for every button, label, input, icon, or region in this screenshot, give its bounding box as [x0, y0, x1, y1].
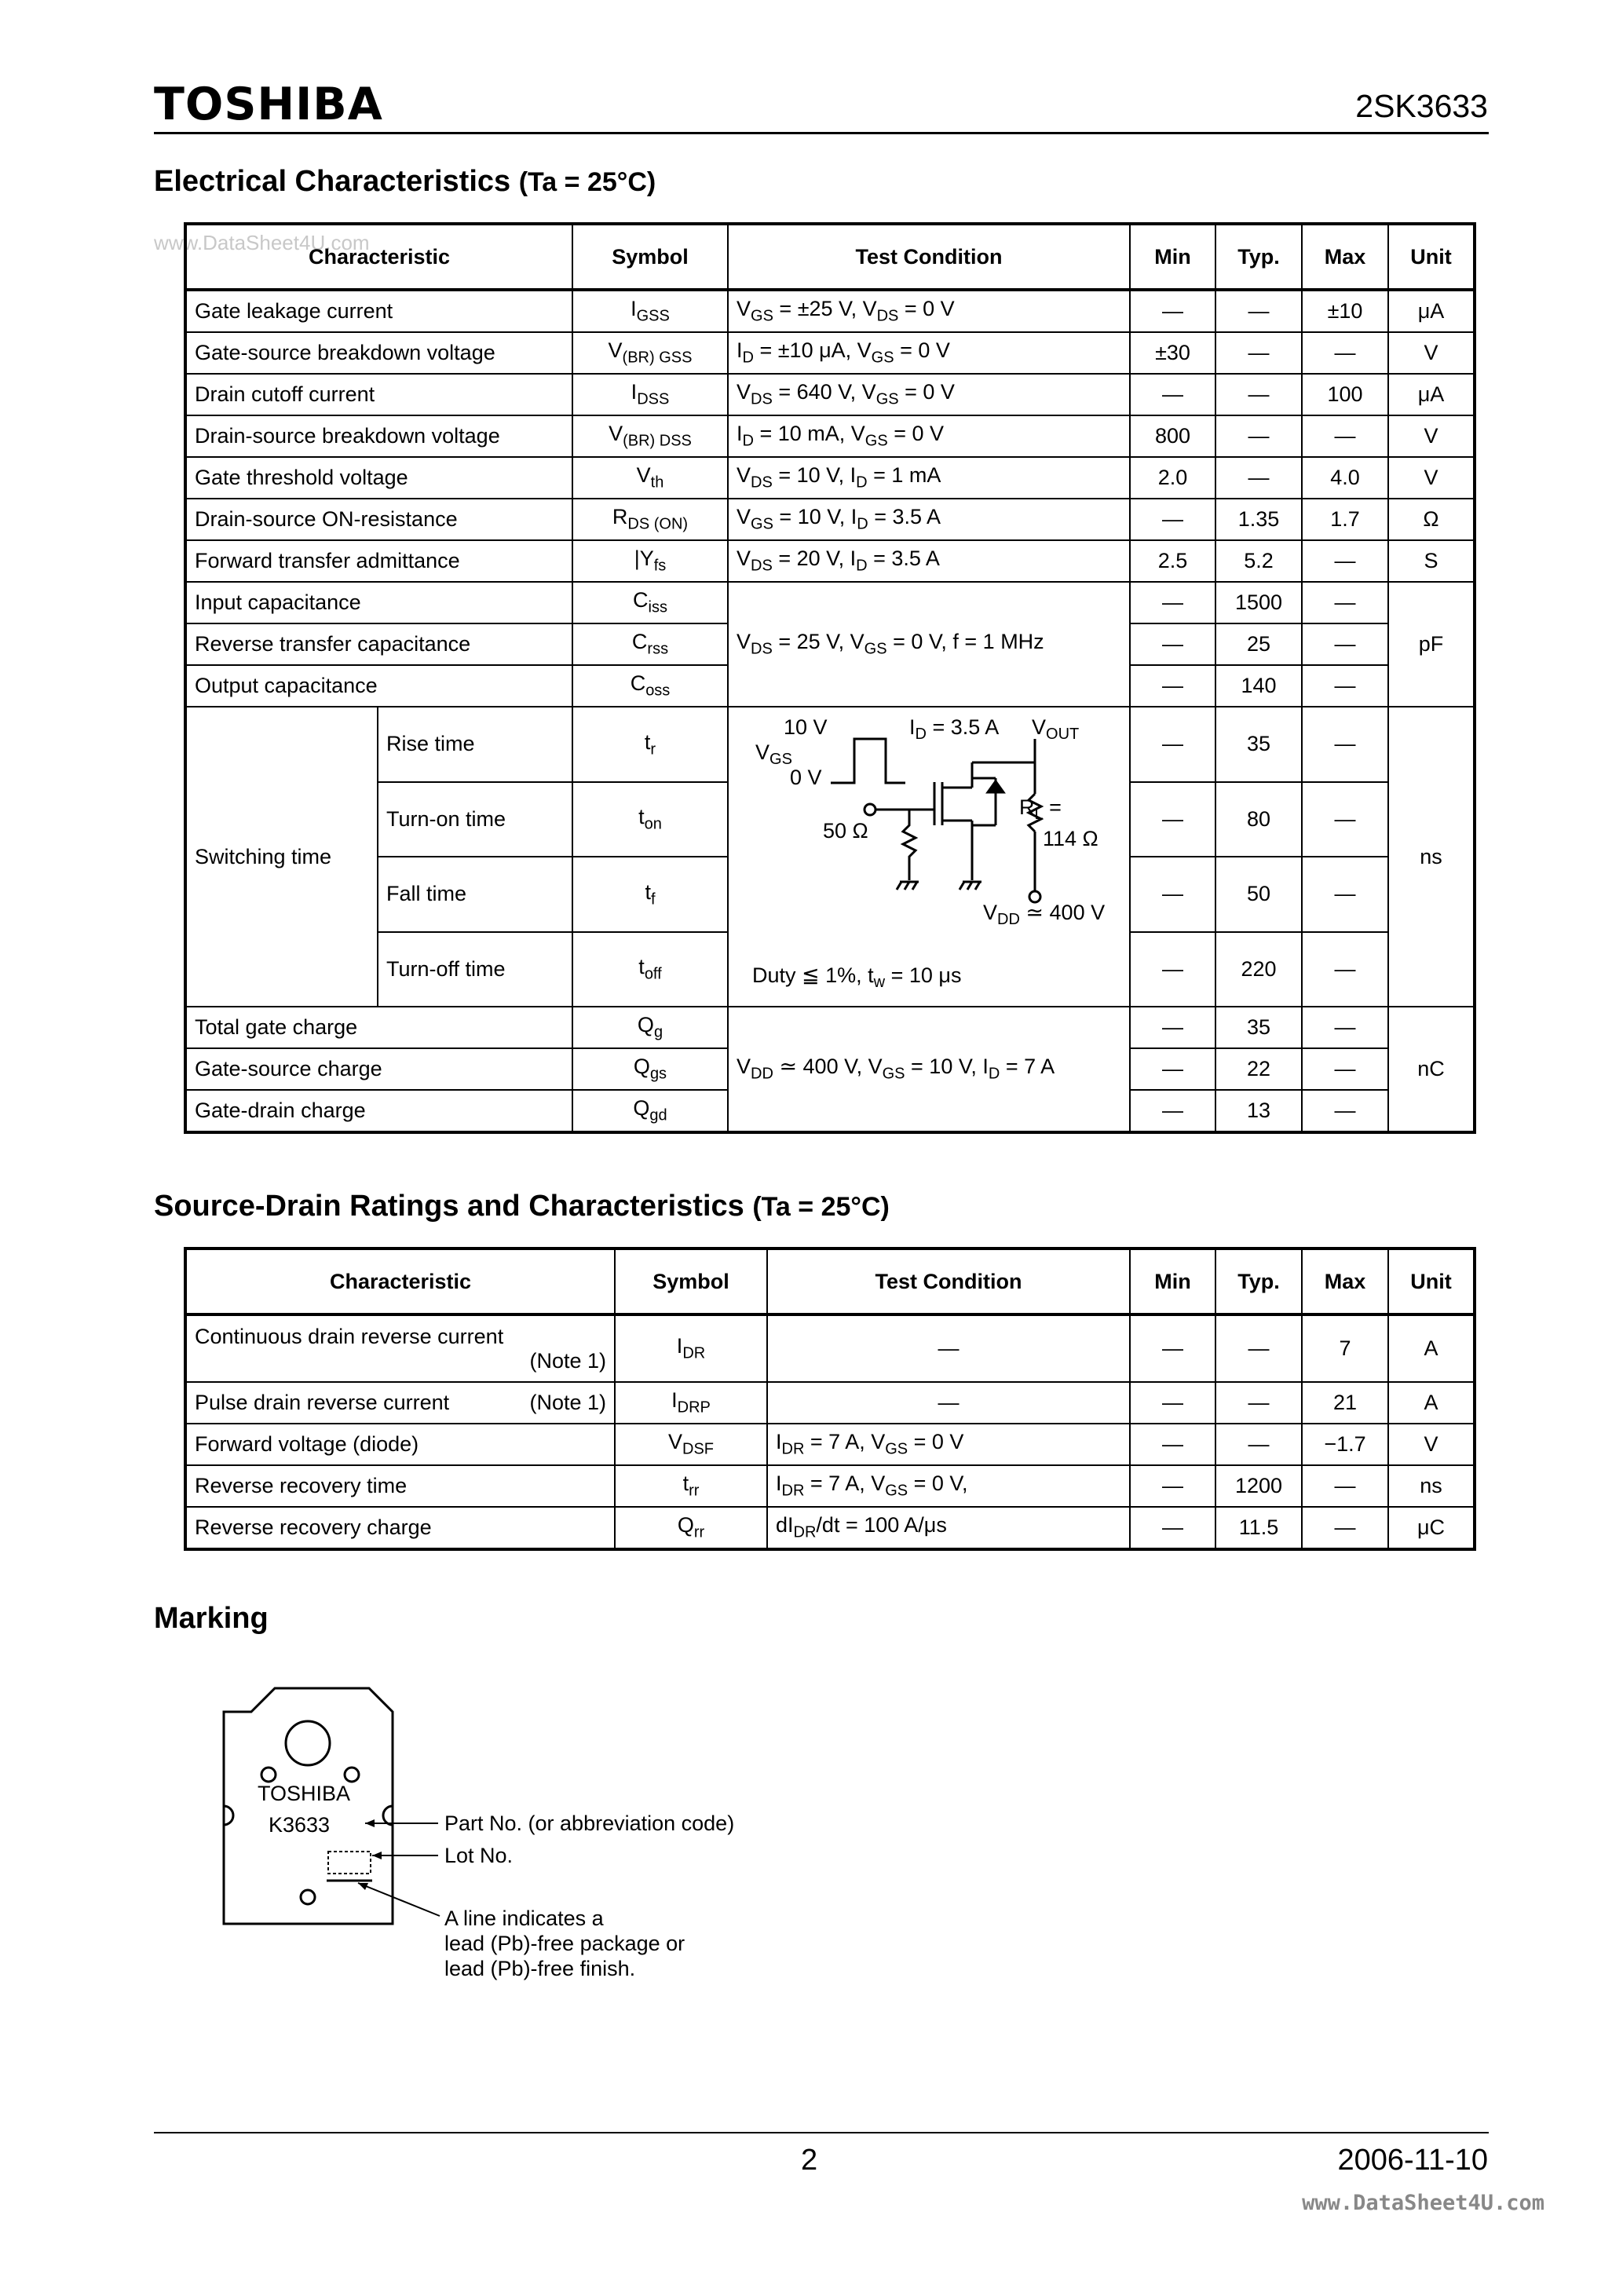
footer-url: www.DataSheet4U.com	[1302, 2191, 1544, 2215]
cell-min: —	[1130, 1048, 1215, 1090]
cell-characteristic: Gate-drain charge	[185, 1090, 572, 1132]
cell-unit: μC	[1388, 1507, 1475, 1549]
cell-min: —	[1130, 707, 1215, 782]
sd-header-max: Max	[1302, 1249, 1388, 1314]
cell-typ: 13	[1215, 1090, 1302, 1132]
cell-min: —	[1130, 374, 1215, 415]
cell-symbol: $V_{DSF}$	[615, 1424, 767, 1465]
lot-box	[328, 1852, 371, 1874]
table-row	[185, 540, 1475, 582]
header-symbol: Symbol	[572, 224, 728, 290]
switching-test-circuit	[729, 707, 1121, 1006]
cell-test-condition: —	[767, 1314, 1130, 1382]
cell-characteristic: Reverse recovery time	[185, 1465, 615, 1507]
part-number: 2SK3633	[1355, 88, 1488, 124]
cell-characteristic: Pulse drain reverse current (Note 1)	[185, 1382, 615, 1424]
source-drain-title-text: Source-Drain Ratings and Characteristics	[154, 1190, 744, 1223]
source-drain-title-condition: (Ta = 25°C)	[752, 1192, 890, 1222]
cell-test-condition: $V_{DS} = 20$ V, $I_D = 3.5$ A	[728, 540, 1130, 582]
cell-typ: 35	[1215, 1007, 1302, 1048]
table-row	[185, 1007, 1475, 1048]
footer-rule	[154, 2132, 1489, 2133]
marking-diagram	[212, 1680, 840, 1994]
cell-max: —	[1302, 1465, 1388, 1507]
cell-max: 4.0	[1302, 457, 1388, 499]
svg-text:VOUT: $V_{OUT}$	[1032, 715, 1080, 743]
sd-header-symbol: Symbol	[615, 1249, 767, 1314]
cell-characteristic: Fall time	[378, 857, 572, 932]
cell-test-condition: $V_{GS} = 10$ V, $I_D = 3.5$ A	[728, 499, 1130, 540]
table-row	[185, 1314, 1475, 1382]
cell-typ: —	[1215, 1424, 1302, 1465]
cell-switching-label: Switching time	[185, 707, 378, 1007]
cell-unit: V	[1388, 1424, 1475, 1465]
cell-max: —	[1302, 332, 1388, 374]
cell-characteristic: Reverse transfer capacitance	[185, 623, 572, 665]
label-pb-line1: A line indicates a	[444, 1907, 604, 1930]
leader-lot-arrow	[372, 1852, 382, 1859]
header-unit: Unit	[1388, 224, 1475, 290]
svg-text:VDD ≃ 400 V: $V_{DD}$ ≃ 400 V	[983, 901, 1106, 928]
cell-typ: 22	[1215, 1048, 1302, 1090]
electrical-title-text: Electrical Characteristics	[154, 165, 511, 198]
cell-min: —	[1130, 1424, 1215, 1465]
electrical-header-row	[185, 224, 1475, 290]
cell-typ: 80	[1215, 782, 1302, 857]
cell-symbol: $t_f$	[572, 857, 728, 932]
page-number: 2	[801, 2144, 818, 2177]
cell-test-condition: $I_{DR} = 7$ A, $V_{GS} = 0$ V	[767, 1424, 1130, 1465]
footer-date: 2006-11-10	[1337, 2144, 1488, 2177]
cell-characteristic: Forward voltage (diode)	[185, 1424, 615, 1465]
label-part-no: Part No. (or abbreviation code)	[444, 1812, 735, 1835]
cell-test-condition: $V_{DS} = 640$ V, $V_{GS} = 0$ V	[728, 374, 1130, 415]
cell-min: —	[1130, 665, 1215, 707]
cell-characteristic: Gate leakage current	[185, 290, 572, 332]
cell-min: —	[1130, 1507, 1215, 1549]
cell-unit: A	[1388, 1382, 1475, 1424]
cell-unit: μA	[1388, 374, 1475, 415]
cell-typ: —	[1215, 374, 1302, 415]
cell-characteristic: Gate-source charge	[185, 1048, 572, 1090]
electrical-title-condition: (Ta = 25°C)	[518, 167, 656, 197]
cell-symbol: $V_{(BR) DSS}$	[572, 415, 728, 457]
svg-text:Duty ≦ 1%, tw = 10 μs: Duty ≦ 1%, $t_w = 10$ μs	[752, 963, 962, 991]
sd-header-test-condition: Test Condition	[767, 1249, 1130, 1314]
cell-test-circuit	[728, 707, 1130, 1007]
cell-test-condition: $V_{DS} = 10$ V, $I_D = 1$ mA	[728, 457, 1130, 499]
header-rule	[154, 132, 1489, 134]
cell-max: —	[1302, 415, 1388, 457]
cell-characteristic: Drain-source breakdown voltage	[185, 415, 572, 457]
cell-symbol: $Q_{rr}$	[615, 1507, 767, 1549]
cell-characteristic: Drain cutoff current	[185, 374, 572, 415]
watermark: www.DataSheet4U.com	[154, 231, 370, 254]
cell-characteristic: Reverse recovery charge	[185, 1507, 615, 1549]
cell-min: 800	[1130, 415, 1215, 457]
cell-unit: V	[1388, 332, 1475, 374]
sd-header-typ: Typ.	[1215, 1249, 1302, 1314]
marker-dot-left	[261, 1768, 276, 1782]
cell-symbol: $C_{iss}$	[572, 582, 728, 623]
cell-unit: μA	[1388, 290, 1475, 332]
cell-max: —	[1302, 932, 1388, 1007]
header-min: Min	[1130, 224, 1215, 290]
table-row	[185, 374, 1475, 415]
marking-code: K3633	[269, 1813, 331, 1837]
cell-min: —	[1130, 857, 1215, 932]
cell-characteristic: Forward transfer admittance	[185, 540, 572, 582]
cell-test-condition: $I_{DR} = 7$ A, $V_{GS} = 0$ V,	[767, 1465, 1130, 1507]
brand-logo: TOSHIBA	[154, 79, 383, 130]
electrical-table	[184, 222, 1476, 1134]
cell-typ: 25	[1215, 623, 1302, 665]
cell-symbol: $Q_{gs}$	[572, 1048, 728, 1090]
cell-min: 2.5	[1130, 540, 1215, 582]
svg-text:VGS: $V_{GS}$	[755, 740, 792, 768]
cell-typ: —	[1215, 332, 1302, 374]
cell-symbol: $I_{DRP}$	[615, 1382, 767, 1424]
electrical-title	[154, 165, 656, 199]
mounting-hole	[286, 1721, 330, 1765]
cell-max: —	[1302, 1048, 1388, 1090]
cell-symbol: $t_{rr}$	[615, 1465, 767, 1507]
cell-symbol: $I_{GSS}$	[572, 290, 728, 332]
cell-max: ±10	[1302, 290, 1388, 332]
cell-min: —	[1130, 1007, 1215, 1048]
cell-symbol: $I_{DR}$	[615, 1314, 767, 1382]
svg-text:0 V: 0 V	[790, 766, 822, 789]
header-characteristic: Characteristic	[185, 224, 572, 290]
svg-text:50 Ω: 50 Ω	[823, 819, 868, 843]
cell-characteristic: Continuous drain reverse current (Note 1)	[185, 1314, 615, 1382]
cell-max: —	[1302, 1507, 1388, 1549]
cell-typ: —	[1215, 415, 1302, 457]
cell-typ: —	[1215, 290, 1302, 332]
cell-unit: V	[1388, 457, 1475, 499]
cell-test-condition: $V_{DS} = 25$ V, $V_{GS} = 0$ V, f = 1 MHz	[728, 582, 1130, 707]
svg-text:ID = 3.5 A: $I_D = 3.5$ A	[909, 715, 1000, 743]
cell-min: —	[1130, 290, 1215, 332]
cell-min: —	[1130, 623, 1215, 665]
cell-symbol: $t_r$	[572, 707, 728, 782]
table-row	[185, 707, 1475, 782]
cell-min: ±30	[1130, 332, 1215, 374]
cell-max: —	[1302, 582, 1388, 623]
cell-min: —	[1130, 932, 1215, 1007]
cell-unit: V	[1388, 415, 1475, 457]
cell-characteristic: Gate-source breakdown voltage	[185, 332, 572, 374]
cell-characteristic: Rise time	[378, 707, 572, 782]
marking-title: Marking	[154, 1602, 269, 1635]
cell-symbol: $V_{th}$	[572, 457, 728, 499]
leader-line	[358, 1883, 440, 1916]
table-row	[185, 457, 1475, 499]
cell-characteristic: Drain-source ON-resistance	[185, 499, 572, 540]
marking-brand: TOSHIBA	[258, 1782, 351, 1805]
cell-typ: 11.5	[1215, 1507, 1302, 1549]
source-drain-header-row	[185, 1249, 1475, 1314]
table-row	[185, 499, 1475, 540]
cell-max: —	[1302, 1090, 1388, 1132]
side-notch-right	[383, 1806, 393, 1825]
cell-typ: —	[1215, 457, 1302, 499]
cell-symbol: $C_{rss}$	[572, 623, 728, 665]
cell-symbol: $R_{DS (ON)}$	[572, 499, 728, 540]
leader-part-arrow	[365, 1819, 375, 1827]
cell-unit: ns	[1388, 707, 1475, 1007]
cell-unit: pF	[1388, 582, 1475, 707]
cell-unit: A	[1388, 1314, 1475, 1382]
cell-max: 21	[1302, 1382, 1388, 1424]
cell-min: —	[1130, 1090, 1215, 1132]
cell-symbol: $t_{off}$	[572, 932, 728, 1007]
cell-characteristic: Turn-on time	[378, 782, 572, 857]
cell-typ: 35	[1215, 707, 1302, 782]
cell-test-condition: $I_D = 10$ mA, $V_{GS} = 0$ V	[728, 415, 1130, 457]
label-pb-line2: lead (Pb)-free package or	[444, 1932, 685, 1955]
sd-header-unit: Unit	[1388, 1249, 1475, 1314]
cell-symbol: $Q_{gd}$	[572, 1090, 728, 1132]
svg-text:114 Ω: 114 Ω	[1043, 827, 1098, 850]
label-pb-line3: lead (Pb)-free finish.	[444, 1957, 636, 1980]
cell-typ: 220	[1215, 932, 1302, 1007]
label-lot-no: Lot No.	[444, 1844, 514, 1867]
table-row	[185, 1507, 1475, 1549]
cell-typ: 1.35	[1215, 499, 1302, 540]
header-max: Max	[1302, 224, 1388, 290]
cell-min: —	[1130, 1465, 1215, 1507]
cell-max: —	[1302, 1007, 1388, 1048]
cell-characteristic: Turn-off time	[378, 932, 572, 1007]
side-notch-left	[224, 1806, 233, 1825]
cell-max: —	[1302, 707, 1388, 782]
cell-unit: nC	[1388, 1007, 1475, 1132]
cell-min: —	[1130, 1382, 1215, 1424]
cell-symbol: $t_{on}$	[572, 782, 728, 857]
table-row	[185, 1382, 1475, 1424]
table-row	[185, 1465, 1475, 1507]
cell-unit: S	[1388, 540, 1475, 582]
cell-typ: 1200	[1215, 1465, 1302, 1507]
cell-test-condition: $V_{DD}$ ≃ 400 V, $V_{GS} = 10$ V, $I_D = 7$ A	[728, 1007, 1130, 1132]
cell-max: —	[1302, 623, 1388, 665]
cell-characteristic: Gate threshold voltage	[185, 457, 572, 499]
svg-text:10 V: 10 V	[784, 715, 828, 739]
cell-characteristic: Total gate charge	[185, 1007, 572, 1048]
cell-min: —	[1130, 582, 1215, 623]
cell-max: —	[1302, 540, 1388, 582]
cell-symbol: $V_{(BR) GSS}$	[572, 332, 728, 374]
cell-max: —	[1302, 782, 1388, 857]
cell-min: —	[1130, 1314, 1215, 1382]
cell-typ: 5.2	[1215, 540, 1302, 582]
cell-max: −1.7	[1302, 1424, 1388, 1465]
cell-typ: —	[1215, 1314, 1302, 1382]
cell-typ: 1500	[1215, 582, 1302, 623]
cell-max: 7	[1302, 1314, 1388, 1382]
table-row	[185, 1424, 1475, 1465]
source-drain-table	[184, 1247, 1476, 1551]
cell-min: 2.0	[1130, 457, 1215, 499]
cell-test-condition: $dI_{DR}/dt = 100$ A/μs	[767, 1507, 1130, 1549]
header-typ: Typ.	[1215, 224, 1302, 290]
cell-test-condition: $I_D = \pm 10$ μA, $V_{GS} = 0$ V	[728, 332, 1130, 374]
cell-characteristic: Input capacitance	[185, 582, 572, 623]
package-outline	[224, 1688, 393, 1924]
cell-max: —	[1302, 665, 1388, 707]
table-row	[185, 290, 1475, 332]
cell-typ: 140	[1215, 665, 1302, 707]
cell-symbol: $|Y_{fs}$	[572, 540, 728, 582]
cell-typ: —	[1215, 1382, 1302, 1424]
cell-symbol: $I_{DSS}$	[572, 374, 728, 415]
cell-symbol: $C_{oss}$	[572, 665, 728, 707]
cell-characteristic: Output capacitance	[185, 665, 572, 707]
cell-max: —	[1302, 857, 1388, 932]
cell-max: 1.7	[1302, 499, 1388, 540]
cell-unit: ns	[1388, 1465, 1475, 1507]
source-drain-title	[154, 1190, 890, 1223]
cell-max: 100	[1302, 374, 1388, 415]
cell-typ: 50	[1215, 857, 1302, 932]
marker-dot-right	[345, 1768, 359, 1782]
table-row	[185, 415, 1475, 457]
svg-text:RL =: $R_L$ =	[1019, 795, 1062, 823]
table-row	[185, 332, 1475, 374]
table-row	[185, 582, 1475, 623]
cell-symbol: $Q_g$	[572, 1007, 728, 1048]
cell-min: —	[1130, 499, 1215, 540]
sd-header-characteristic: Characteristic	[185, 1249, 615, 1314]
cell-test-condition: —	[767, 1382, 1130, 1424]
bottom-dot	[301, 1890, 315, 1904]
header-test-condition: Test Condition	[728, 224, 1130, 290]
cell-min: —	[1130, 782, 1215, 857]
cell-unit: Ω	[1388, 499, 1475, 540]
sd-header-min: Min	[1130, 1249, 1215, 1314]
cell-test-condition: $V_{GS} = \pm 25$ V, $V_{DS} = 0$ V	[728, 290, 1130, 332]
